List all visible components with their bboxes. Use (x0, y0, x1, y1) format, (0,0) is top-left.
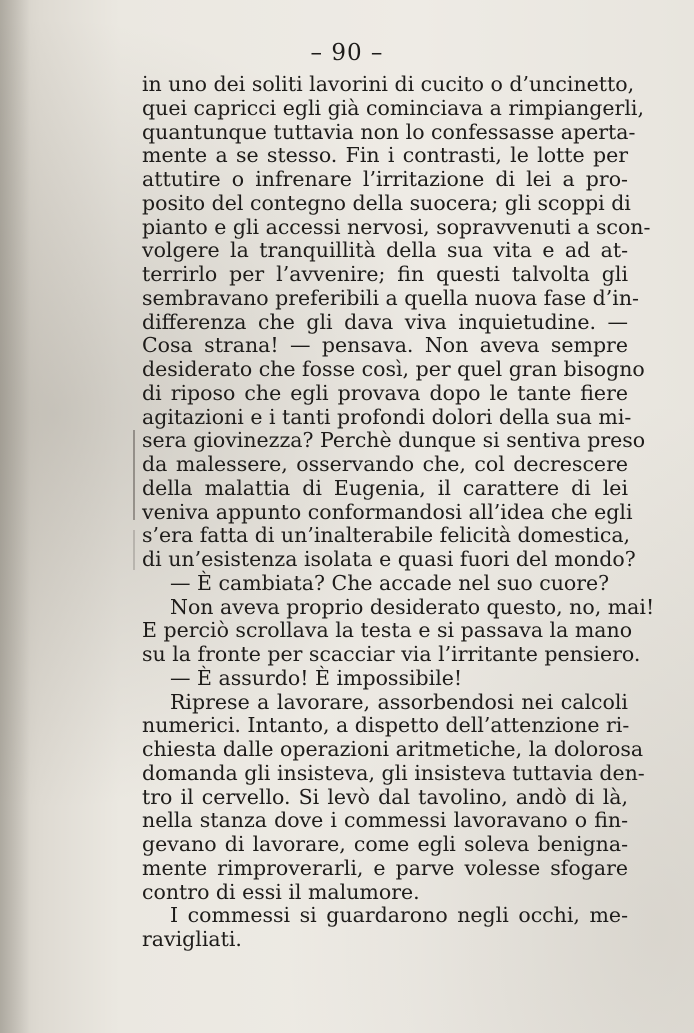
text-line: Cosa strana! — pensava. Non aveva sempre (142, 333, 628, 358)
page-number: – 90 – (310, 40, 384, 66)
text-line: Non aveva proprio desiderato questo, no, mai! (170, 594, 655, 619)
page-gutter-shadow (0, 0, 30, 1033)
text-line: numerici. Intanto, a dispetto dell’attenzione ri- (142, 713, 630, 738)
text-line: sembravano preferibili a quella nuova fase d’in- (142, 285, 639, 310)
text-line: della malattia di Eugenia, il carattere di lei (142, 475, 628, 500)
text-line: Riprese a lavorare, assorbendosi nei calcoli (170, 689, 628, 714)
paragraph (142, 72, 651, 572)
text-line: domanda gli insisteva, gli insisteva tuttavia den- (142, 760, 645, 785)
text-line: sera giovinezza? Perchè dunque si sentiva preso (142, 428, 646, 453)
body-text (142, 72, 655, 952)
text-line: agitazioni e i tanti profondi dolori della sua mi- (142, 404, 632, 429)
text-line: di un’esistenza isolata e quasi fuori del mondo? (142, 547, 636, 571)
text-line: veniva appunto conformandosi all’idea che egli (142, 499, 633, 524)
text-line: chiesta dalle operazioni aritmetiche, la dolorosa (142, 737, 644, 761)
text-line: — È assurdo! È impossibile! (170, 665, 463, 690)
text-line: volgere la tranquillità della sua vita e ad at- (142, 238, 628, 263)
margin-pencil-mark (133, 530, 135, 570)
text-line: E perciò scrollava la testa e si passava la mano (142, 618, 633, 643)
text-line: tro il cervello. Si levò dal tavolino, andò di là, (142, 784, 628, 809)
text-line: differenza che gli dava viva inquietudine. — (142, 309, 628, 334)
text-line: desiderato che fosse così, per quel gran bisogno (142, 357, 645, 381)
text-line: da malessere, osservando che, col decrescere (142, 452, 628, 476)
paragraph (142, 689, 645, 905)
paragraph (142, 594, 655, 667)
text-line: ravigliati. (142, 927, 242, 951)
text-line: I commessi si guardarono negli occhi, me- (170, 903, 628, 928)
paragraph (142, 667, 628, 691)
text-line: di riposo che egli provava dopo le tante fiere (142, 380, 628, 405)
text-line: mente rimproverarli, e parve volesse sfogare (142, 855, 628, 880)
text-line: terrirlo per l’avvenire; fin questi talvolta gli (142, 262, 628, 286)
text-line: in uno dei soliti lavorini di cucito o d’uncinetto, (142, 72, 635, 96)
text-line: quei capricci egli già cominciava a rimpiangerli, (142, 95, 644, 120)
text-line: gevano di lavorare, come egli soleva benigna- (142, 832, 628, 856)
text-line: mente a se stesso. Fin i contrasti, le lotte per (142, 143, 628, 168)
margin-pencil-mark (133, 430, 135, 520)
text-line: attutire o infrenare l’irritazione di lei a pro- (142, 167, 628, 191)
text-line: su la fronte per scacciar via l’irritante pensiero. (142, 642, 641, 666)
paragraph (142, 904, 628, 952)
text-line: posito del contegno della suocera; gli scoppi di (142, 190, 631, 215)
paragraph (142, 572, 628, 596)
text-line: — È cambiata? Che accade nel suo cuore? (170, 570, 610, 595)
text-line: s’era fatta di un’inalterabile felicità domestica, (142, 523, 631, 548)
text-line: pianto e gli accessi nervosi, sopravvenuti a scon- (142, 214, 651, 239)
text-line: quantunque tuttavia non lo confessasse aperta- (142, 119, 636, 144)
text-line: nella stanza dove i commessi lavoravano o fin- (142, 808, 628, 833)
text-line: contro di essi il malumore. (142, 879, 420, 904)
